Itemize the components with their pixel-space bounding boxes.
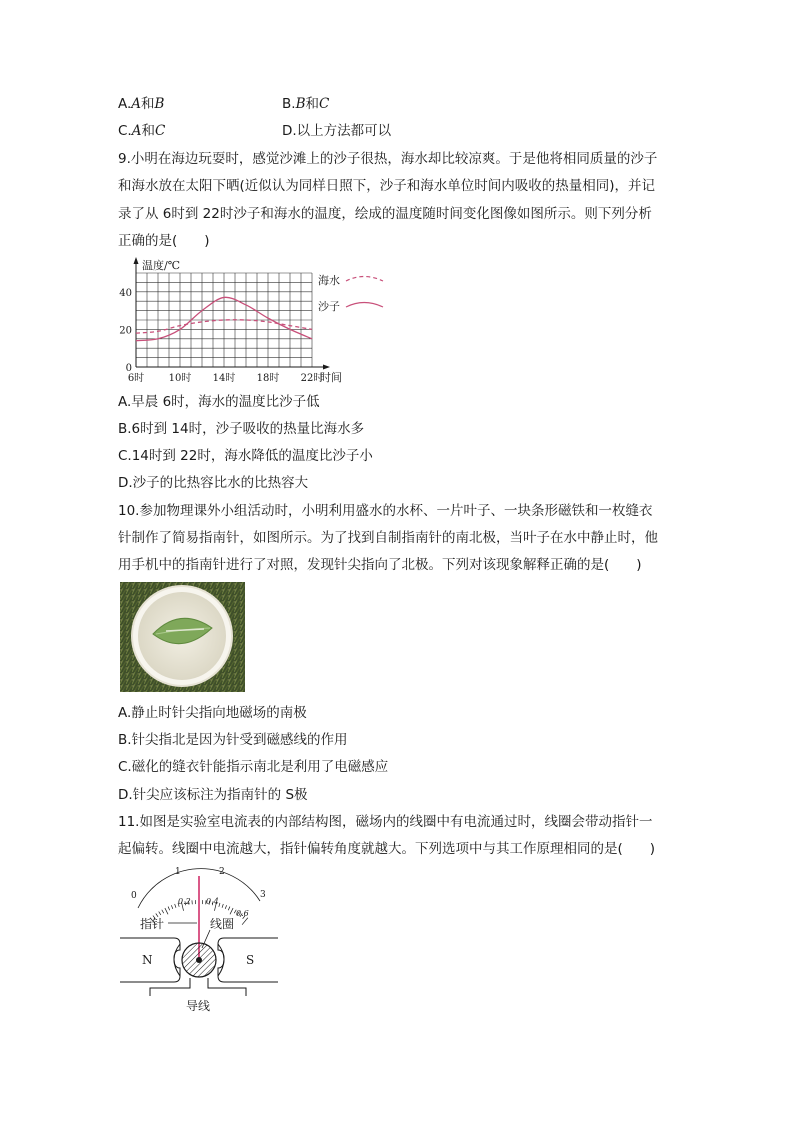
option-var: C (154, 123, 166, 139)
q10-option-c: C.磁化的缝衣针能指示南北是利用了电磁感应 (118, 759, 389, 775)
q9-option-b: B.6时到 14时，沙子吸收的热量比海水多 (118, 421, 365, 437)
x-tick-label: 14时 (212, 373, 236, 384)
x-tick-label: 6时 (127, 373, 145, 384)
scale-label: 1 (175, 867, 181, 877)
chart-axes (134, 257, 331, 370)
scale-label: 0.4 (206, 897, 219, 906)
scale-label: 0.2 (178, 897, 191, 906)
legend-swatch-sand (346, 303, 383, 308)
q10-option-a: A.静止时针尖指向地磁场的南极 (118, 705, 307, 721)
dial-tick (225, 905, 226, 909)
coil-axis (196, 957, 202, 963)
y-tick-label: 40 (119, 287, 132, 299)
q10-stem-line: 10.参加物理课外小组活动时，小明利用盛水的水杯、一片叶子、一块条形磁铁和一枚缝衣 (118, 503, 653, 519)
option-b-prev (282, 95, 329, 113)
option-var: B (295, 96, 306, 112)
legend-swatch-seawater (346, 277, 383, 282)
y-axis-arrow (134, 257, 139, 264)
option-conj: 和 (141, 96, 155, 112)
x-axis-arrow (323, 365, 330, 370)
scale-label: 0.6 (236, 909, 249, 918)
dial-tick (228, 907, 230, 911)
q9-option-a: A.早晨 6时，海水的温度比沙子低 (118, 394, 320, 410)
q10-stem-line: 针制作了简易指南针，如图所示。为了找到自制指南针的南北极，当叶子在水中静止时，他 (118, 530, 658, 546)
pointer-label: 指针 (140, 917, 165, 931)
x-tick-label: 18时 (256, 373, 280, 384)
leaf-compass-photo (120, 582, 245, 692)
wire-label: 导线 (186, 999, 211, 1013)
dial-tick (171, 905, 172, 909)
dial-tick (175, 904, 176, 908)
q9-stem-line: 9.小明在海边玩耍时，感觉沙滩上的沙子很热，海水却比较凉爽。于是他将相同质量的沙子 (118, 151, 658, 167)
dial-tick (168, 907, 170, 911)
y-tick-label: 0 (125, 363, 132, 374)
option-d-prev: D.以上方法都可以 (282, 123, 392, 139)
option-var: B (154, 96, 165, 112)
chart-grid (136, 273, 312, 367)
option-conj: 和 (141, 123, 155, 139)
option-c-prev (118, 122, 165, 140)
q10-stem-line: 用手机中的指南针进行了对照，发现针尖指向了北极。下列对该现象解释正确的是( ) (118, 557, 642, 573)
option-prefix: B. (282, 96, 296, 112)
x-tick-label: 22时 (300, 373, 324, 384)
option-var: A (131, 123, 142, 139)
coil-label: 线圈 (210, 917, 235, 931)
q9-stem-line: 和海水放在太阳下晒(近似认为同样日照下，沙子和海水单位时间内吸收的热量相同)，并记 (118, 178, 656, 194)
south-pole-label: S (246, 953, 255, 967)
chart-legend (318, 273, 383, 313)
ammeter-structure-diagram (118, 864, 298, 1016)
q9-option-d: D.沙子的比热容比水的比热容大 (118, 475, 309, 491)
q10-option-d: D.针尖应该标注为指南针的 S极 (118, 787, 308, 803)
dial-tick (165, 908, 168, 914)
option-a-prev (118, 95, 164, 113)
x-tick-label: 10时 (168, 373, 192, 384)
scale-label: 0 (131, 891, 137, 901)
dial-tick (222, 904, 223, 908)
dial-tick (159, 912, 161, 915)
option-prefix: A. (118, 96, 132, 112)
y-axis-label: 温度/℃ (142, 259, 181, 272)
scale-label: 3 (260, 890, 266, 900)
q11-stem-line: 起偏转。线圈中电流越大，指针偏转角度就越大。下列选项中与其工作原理相同的是( ) (118, 841, 656, 857)
option-prefix: C. (118, 123, 132, 139)
dial-tick (219, 903, 220, 907)
q11-stem-line: 11.如图是实验室电流表的内部结构图，磁场内的线圈中有电流通过时，线圈会带动指针一 (118, 814, 653, 830)
legend-label-sand: 沙子 (318, 300, 340, 313)
legend-label-seawater: 海水 (318, 274, 340, 287)
q9-option-c: C.14时到 22时，海水降低的温度比沙子小 (118, 448, 373, 464)
x-axis-label: 时间 (320, 371, 342, 384)
scale-label: 2 (219, 867, 225, 877)
option-conj: 和 (305, 96, 319, 112)
y-tick-label: 20 (119, 325, 132, 337)
temperature-time-chart (118, 255, 398, 387)
north-pole-label: N (142, 953, 153, 967)
chart-ticks (119, 288, 323, 384)
option-var: C (318, 96, 330, 112)
q9-stem-line: 录了从 6时到 22时沙子和海水的温度，绘成的温度随时间变化图像如图所示。则下列分析 (118, 206, 652, 222)
q9-stem-line: 正确的是( ) (118, 233, 210, 249)
dial-tick (230, 908, 233, 914)
option-var: A (131, 96, 142, 112)
q10-option-b: B.针尖指北是因为针受到磁感线的作用 (118, 732, 348, 748)
dial-tick (162, 910, 164, 913)
